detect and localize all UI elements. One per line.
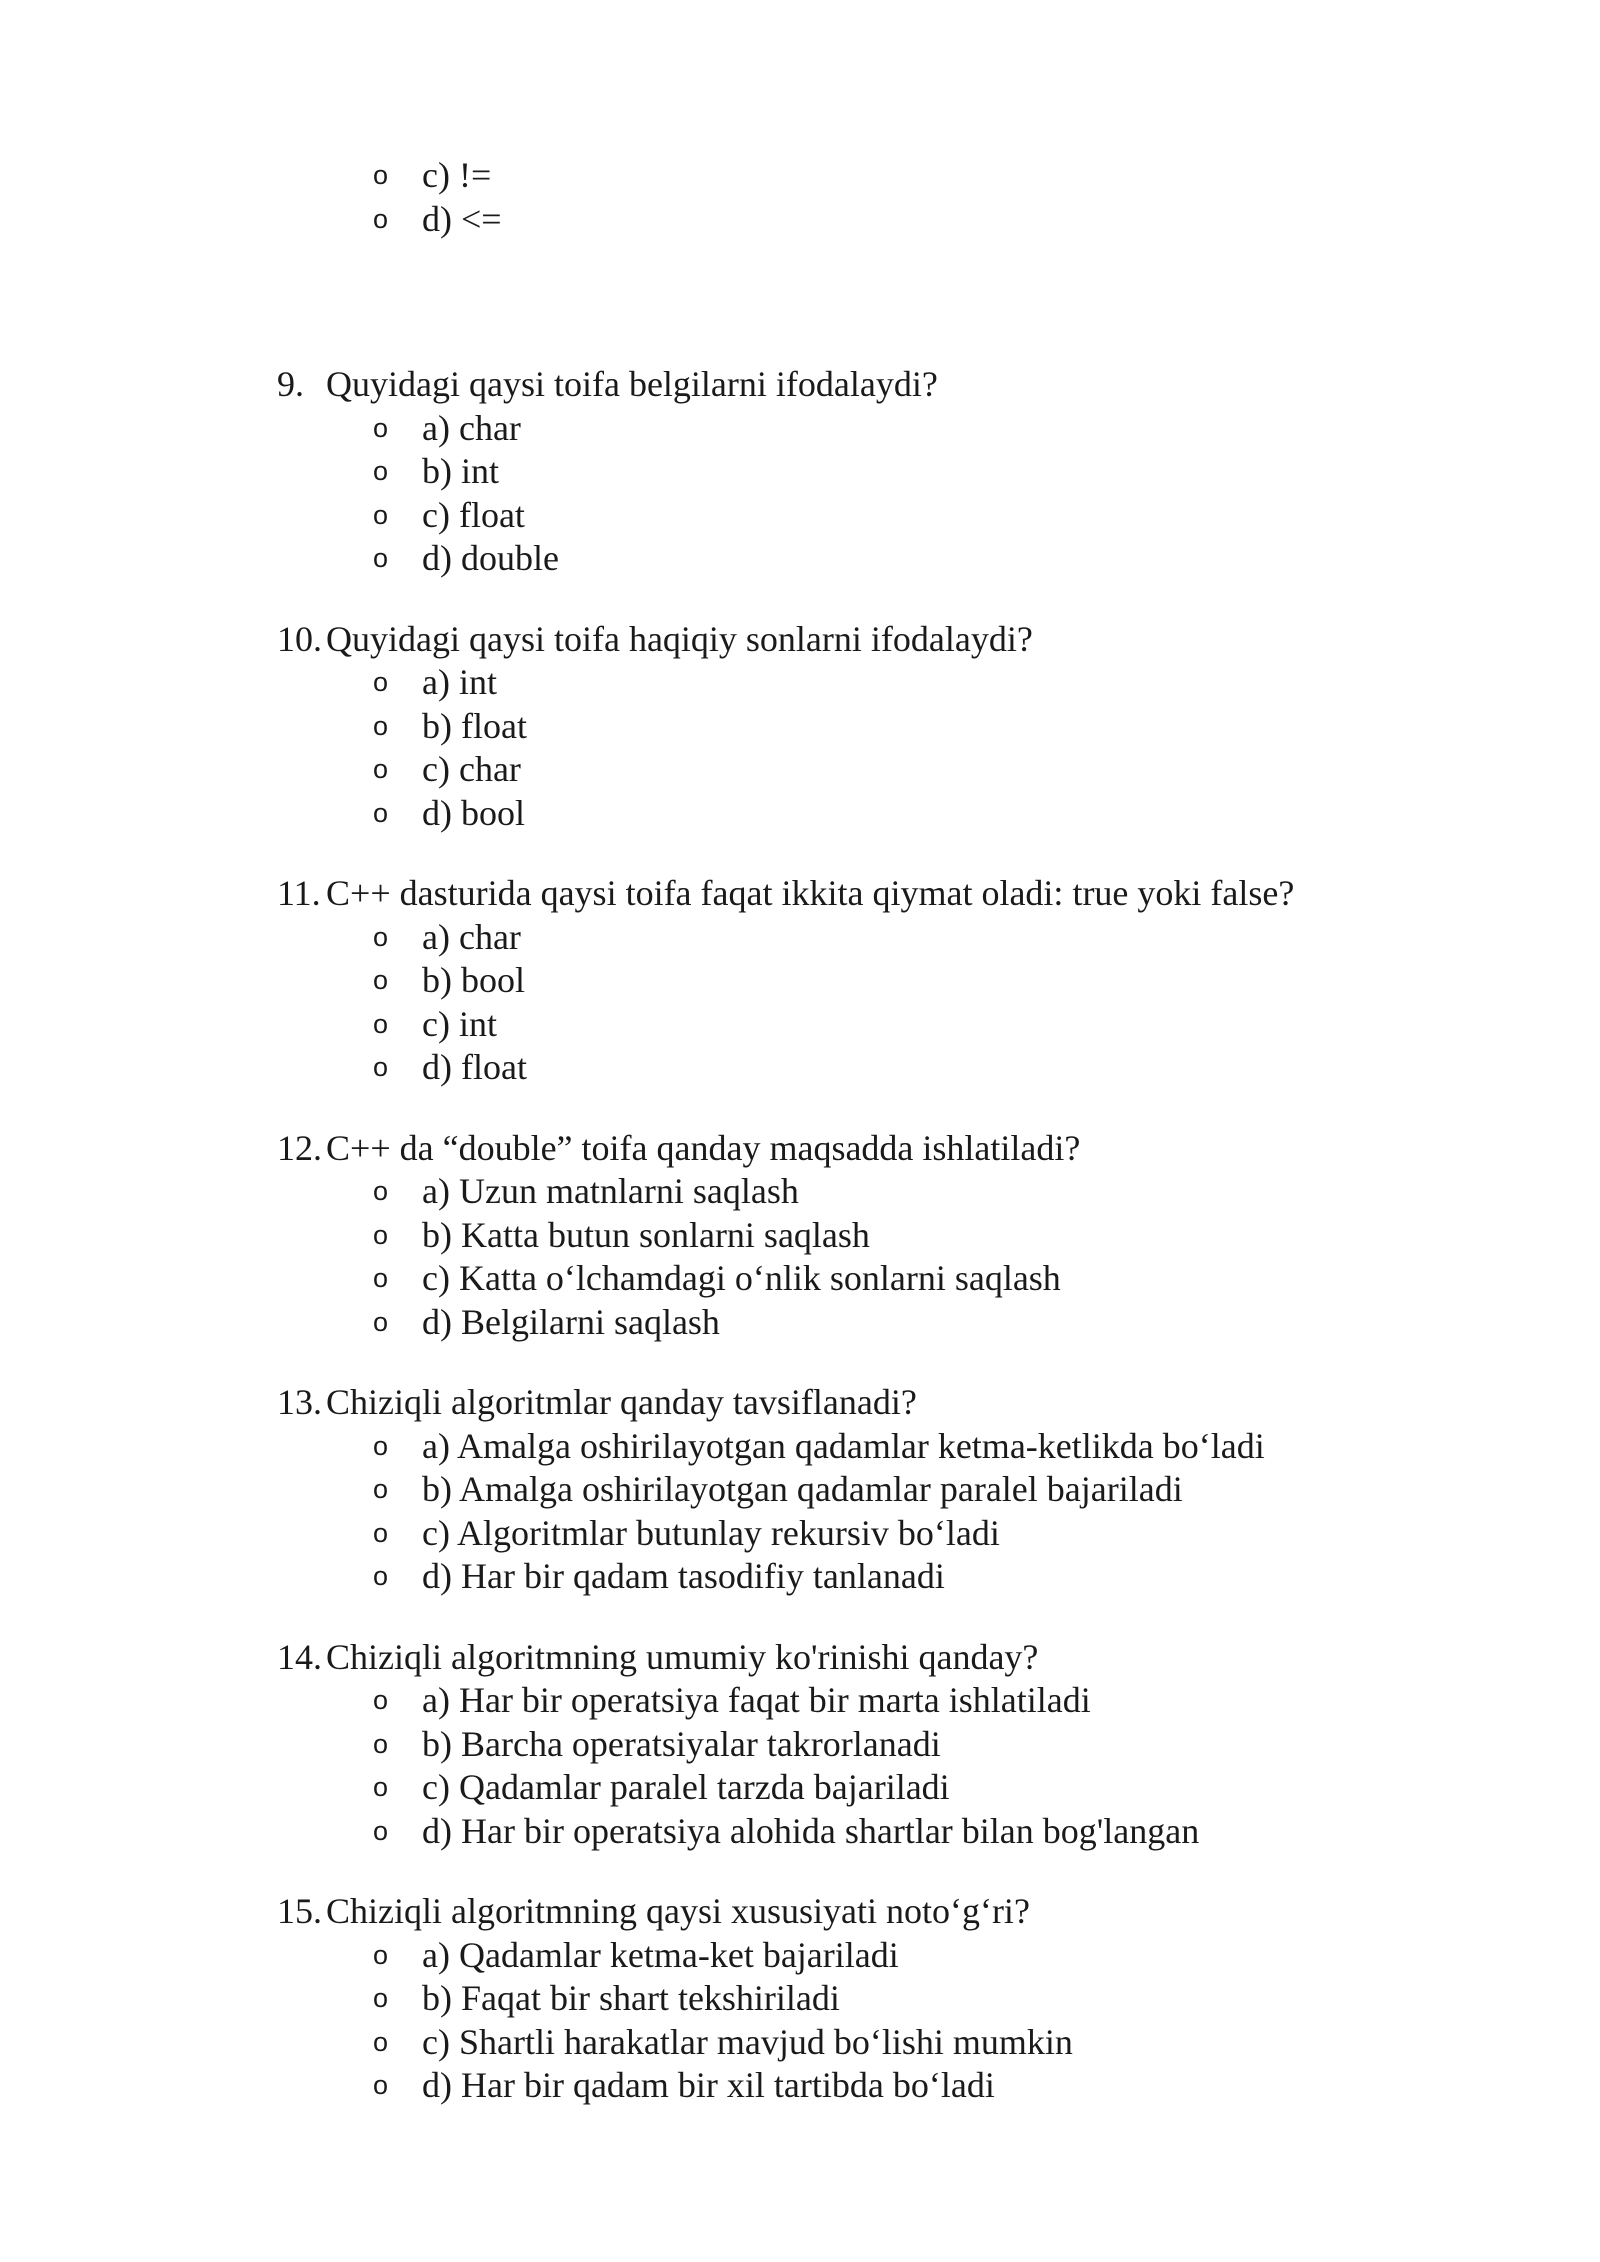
question-11	[0, 872, 1600, 1090]
question-line	[0, 1127, 1600, 1171]
option-item	[0, 1170, 1600, 1214]
option-item	[0, 1679, 1600, 1723]
question-text: Chiziqli algoritmlar qanday tavsiflanadi?	[326, 1382, 917, 1422]
option-text: a) char	[422, 916, 521, 957]
option-text: d) double	[422, 538, 559, 578]
bullet-icon: o	[373, 1430, 389, 1461]
option-item	[0, 1723, 1600, 1767]
option-item	[0, 1977, 1600, 2021]
question-number: 12.	[277, 1127, 322, 1168]
option-text: b) bool	[422, 960, 525, 1000]
option-text: a) Amalga oshirilayotgan qadamlar ketma-ketlikda bo‘ladi	[422, 1425, 1265, 1466]
question-line	[0, 872, 1600, 916]
bullet-icon: o	[373, 2026, 389, 2057]
option-text: d) float	[422, 1047, 527, 1087]
question-text: C++ dasturida qaysi toifa faqat ikkita qiymat oladi: true yoki false?	[326, 873, 1295, 913]
bullet-icon: o	[373, 1517, 389, 1548]
bullet-icon: o	[373, 1815, 389, 1846]
option-item	[0, 1003, 1600, 1047]
option-item	[0, 661, 1600, 705]
bullet-icon: o	[373, 667, 389, 697]
option-text: c) Katta o‘lchamdagi o‘nlik sonlarni saqlash	[422, 1258, 1061, 1298]
bullet-icon: o	[373, 412, 389, 443]
option-item	[0, 1810, 1600, 1854]
option-text: c) Shartli harakatlar mavjud bo‘lishi mumkin	[422, 2021, 1073, 2062]
bullet-icon: o	[373, 203, 389, 234]
option-text: c) Qadamlar paralel tarzda bajariladi	[422, 1767, 950, 1807]
option-text: d) Belgilarni saqlash	[422, 1301, 720, 1342]
option-item	[0, 450, 1600, 494]
option-text: d) Har bir operatsiya alohida shartlar bilan bog'langan	[422, 1810, 1200, 1851]
option-item	[0, 537, 1600, 581]
option-item	[0, 959, 1600, 1003]
bullet-icon: o	[373, 1263, 389, 1293]
question-text: Chiziqli algoritmning umumiy ko'rinishi qanday?	[326, 1636, 1039, 1677]
option-item	[0, 1214, 1600, 1258]
option-item	[0, 1046, 1600, 1090]
bullet-icon: o	[373, 1983, 389, 2013]
bullet-icon: o	[373, 797, 389, 828]
bullet-icon: o	[373, 160, 389, 190]
question-12	[0, 1127, 1600, 1345]
question-9	[0, 363, 1600, 581]
question-number: 11.	[277, 873, 321, 913]
bullet-icon: o	[373, 921, 389, 952]
option-item	[0, 1934, 1600, 1978]
question-text: Quyidagi qaysi toifa belgilarni ifodalaydi?	[326, 364, 938, 404]
bullet-icon: o	[373, 1728, 389, 1759]
bullet-icon: o	[373, 543, 389, 573]
option-item	[0, 494, 1600, 538]
question-14	[0, 1636, 1600, 1854]
bullet-icon: o	[373, 1052, 389, 1082]
question-line	[0, 1890, 1600, 1934]
option-item	[0, 2021, 1600, 2065]
option-item	[0, 705, 1600, 749]
option-text: d) Har bir qadam bir xil tartibda bo‘ladi	[422, 2065, 995, 2105]
bullet-icon: o	[373, 1474, 389, 1504]
option-text: b) float	[422, 705, 527, 746]
option-item	[0, 1766, 1600, 1810]
question-line	[0, 1636, 1600, 1680]
option-text: a) int	[422, 662, 497, 702]
question-13	[0, 1381, 1600, 1599]
option-item	[0, 1512, 1600, 1556]
bullet-icon: o	[373, 1219, 389, 1250]
option-text: d) Har bir qadam tasodifiy tanlanadi	[422, 1556, 945, 1596]
question-line	[0, 1381, 1600, 1425]
option-item	[0, 154, 1600, 198]
question-text: Quyidagi qaysi toifa haqiqiy sonlarni ifodalaydi?	[326, 618, 1033, 659]
question-number: 14.	[277, 1636, 322, 1677]
bullet-icon: o	[373, 2070, 389, 2100]
option-item	[0, 198, 1600, 242]
bullet-icon: o	[373, 754, 389, 784]
option-item	[0, 748, 1600, 792]
option-item	[0, 1257, 1600, 1301]
option-text: c) int	[422, 1003, 497, 1044]
question-line	[0, 618, 1600, 662]
option-text: a) Uzun matnlarni saqlash	[422, 1171, 799, 1211]
option-item	[0, 916, 1600, 960]
bullet-icon: o	[373, 1685, 389, 1715]
option-item	[0, 2064, 1600, 2108]
option-item	[0, 1301, 1600, 1345]
option-text: a) Har bir operatsiya faqat bir marta ishlatiladi	[422, 1680, 1091, 1720]
option-item	[0, 1468, 1600, 1512]
question-number: 15.	[277, 1891, 322, 1931]
question-line	[0, 363, 1600, 407]
option-item	[0, 1555, 1600, 1599]
option-text: b) Katta butun sonlarni saqlash	[422, 1214, 870, 1255]
bullet-icon: o	[373, 965, 389, 995]
question-number: 13.	[277, 1382, 322, 1422]
option-text: b) Faqat bir shart tekshiriladi	[422, 1978, 840, 2018]
bullet-icon: o	[373, 456, 389, 486]
option-text: b) Amalga oshirilayotgan qadamlar paralel bajariladi	[422, 1469, 1183, 1509]
option-text: d) bool	[422, 792, 525, 833]
option-text: c) Algoritmlar butunlay rekursiv bo‘ladi	[422, 1512, 1000, 1553]
question-15	[0, 1890, 1600, 2108]
option-text: a) Qadamlar ketma-ket bajariladi	[422, 1934, 899, 1975]
bullet-icon: o	[373, 1939, 389, 1970]
question-10	[0, 618, 1600, 836]
bullet-icon: o	[373, 710, 389, 741]
question-number: 10.	[277, 618, 322, 659]
bullet-icon: o	[373, 1306, 389, 1337]
option-item	[0, 792, 1600, 836]
option-text: b) int	[422, 451, 499, 491]
carryover-option-list	[0, 154, 1600, 241]
bullet-icon: o	[373, 1561, 389, 1591]
bullet-icon: o	[373, 499, 389, 530]
option-text: d) <=	[422, 198, 502, 239]
bullet-icon: o	[373, 1176, 389, 1206]
option-item	[0, 407, 1600, 451]
option-text: a) char	[422, 407, 521, 448]
option-text: c) char	[422, 749, 521, 789]
document-body	[0, 154, 1600, 2108]
option-text: b) Barcha operatsiyalar takrorlanadi	[422, 1723, 941, 1764]
question-number: 9.	[277, 364, 304, 404]
option-item	[0, 1425, 1600, 1469]
option-text: c) float	[422, 494, 525, 535]
bullet-icon: o	[373, 1008, 389, 1039]
question-text: Chiziqli algoritmning qaysi xususiyati noto‘g‘ri?	[326, 1891, 1030, 1931]
bullet-icon: o	[373, 1772, 389, 1802]
question-text: C++ da “double” toifa qanday maqsadda ishlatiladi?	[326, 1127, 1081, 1168]
option-text: c) !=	[422, 155, 492, 195]
